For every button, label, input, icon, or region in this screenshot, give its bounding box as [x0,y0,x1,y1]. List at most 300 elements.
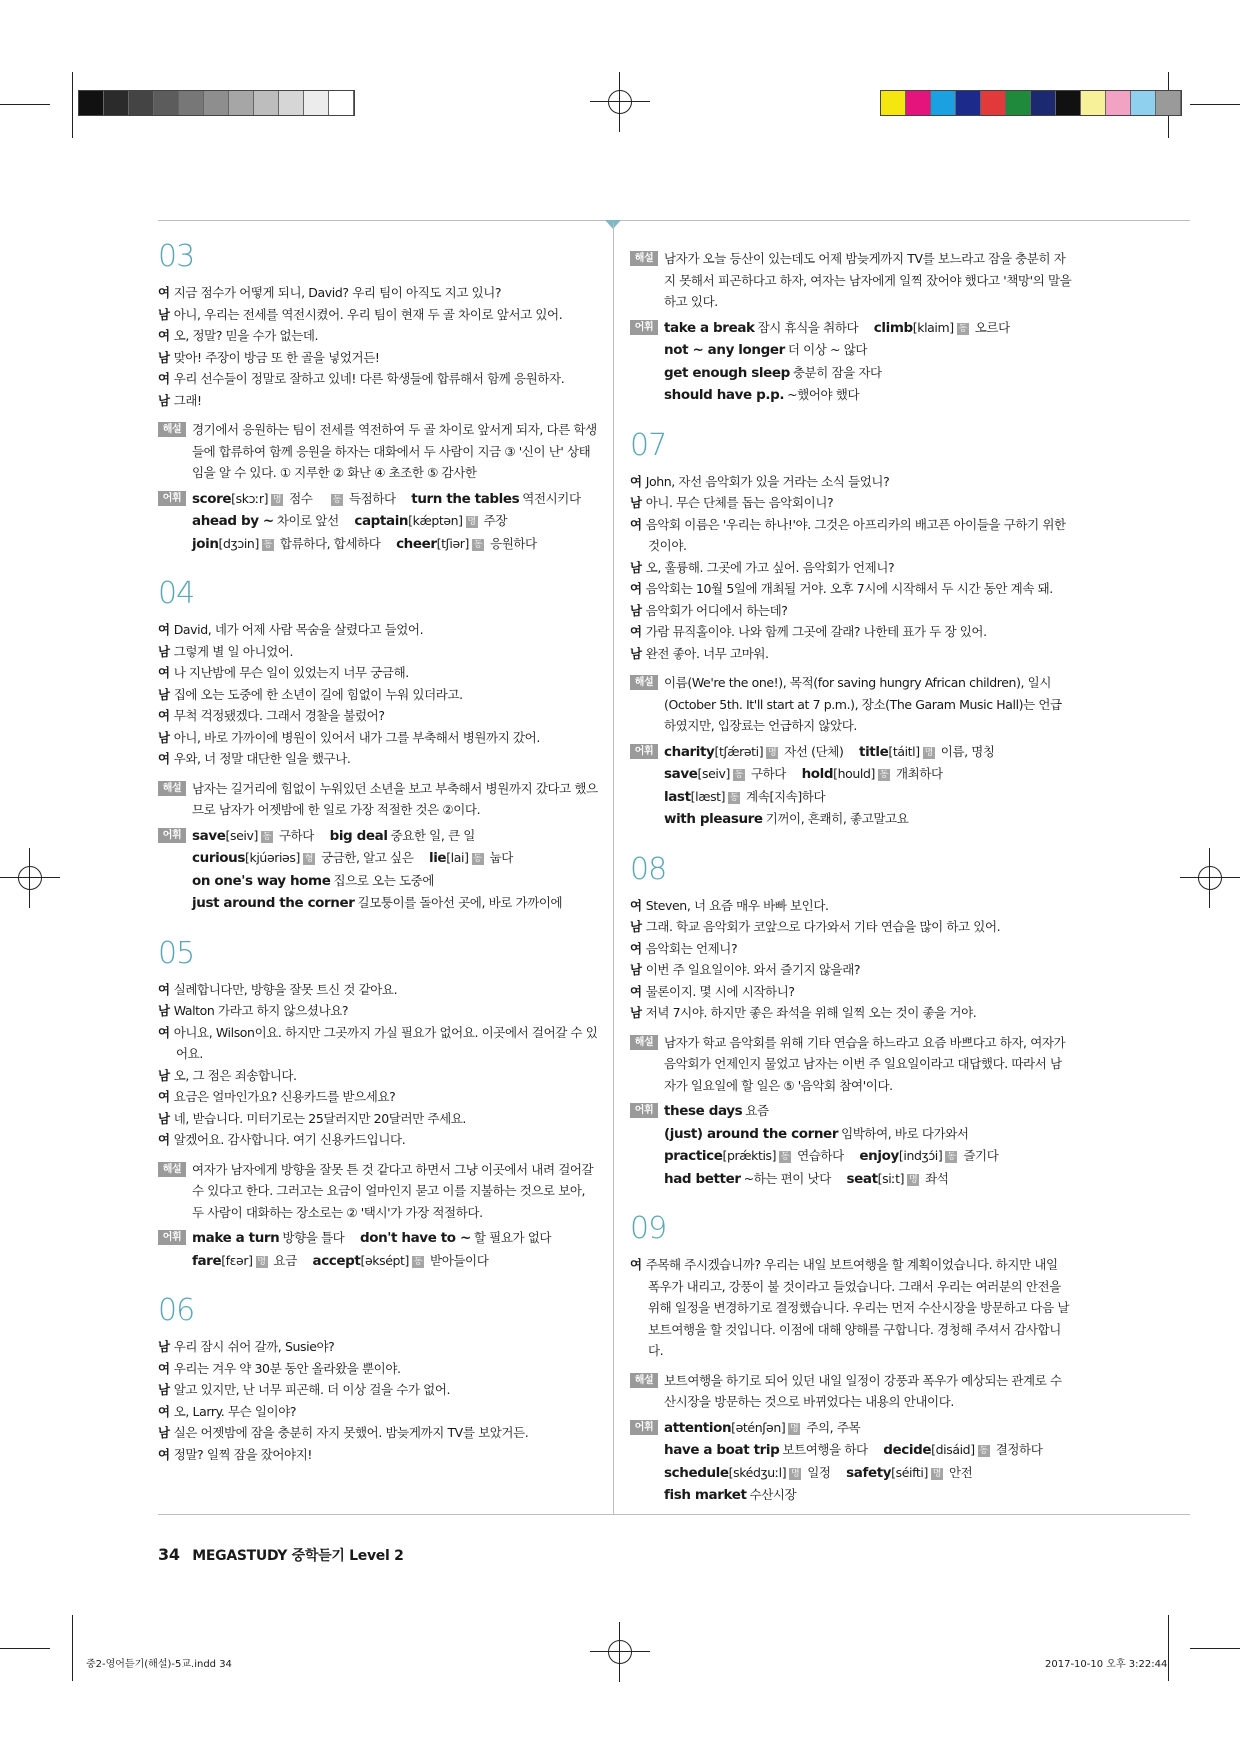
left-column [158,240,600,1487]
dialogue-line [158,282,600,304]
gray-color-bar [78,90,355,116]
speaker-label: 여 [158,751,170,766]
vocab-meaning: 방향을 틀다 [282,1230,345,1245]
dialogue-text: 정말? 일찍 잠을 잤어야지! [173,1446,313,1462]
vocabulary-label: 어휘 [158,491,186,506]
dialogue-text: 우와, 너 정말 대단한 일을 했구나. [173,751,351,766]
speaker-label: 여 [630,624,642,639]
dialogue-text: 알고 있지만, 난 너무 피곤해. 더 이상 걸을 수가 없어. [173,1382,451,1397]
vocab-meaning: 역전시키다 [522,490,581,506]
dialogue-text: 지금 점수가 어떻게 되니, David? 우리 팀이 아직도 지고 있니? [173,285,502,300]
vocab-word: just around the corner [192,895,355,911]
vocab-word: on one's way home [192,872,331,889]
part-of-speech-badge: 명 [272,494,282,505]
vocabulary-block [158,1227,600,1272]
part-of-speech-badge: 명 [791,1468,800,1479]
explanation-block [158,1159,600,1224]
vocab-phonetic: [əténʃən] [731,1419,786,1435]
speaker-label: 남 [630,645,642,661]
dialogue-line [158,1108,600,1130]
vocab-item [664,763,786,786]
explanation-text: 남자가 학교 음악회를 위해 기타 연습을 하느라고 요즘 바쁘다고 하자, 여자가 음악회가 언제인지 물었고 남자는 이번 주 일요일이라고 대답했다. 따라서 남자가 일요일에 할 일은 ⑤ '음악회 참여'이다. [664,1034,1066,1093]
dialogue-text: 저녁 7시야. 하지만 좋은 좌석을 위해 일찍 오는 것이 좋을 거야. [645,1005,977,1020]
dialogue-line [158,1444,600,1466]
vocab-item [664,808,908,831]
registration-mark-right [1180,848,1240,908]
vocab-item [664,1484,796,1507]
speaker-label: 여 [158,665,170,680]
speaker-label: 남 [158,1003,170,1018]
explanation-text: 경기에서 응원하는 팀이 전세를 역전하여 두 골 차이로 앞서게 되자, 다른 학생들에 합류하여 함께 응원을 하자는 대화에서 두 사람이 지금 ③ '신이 난' 상태임을 알 수 있다. ① 지루한 ② 화난 ④ 초조한 ⑤ 감사한 [192,422,597,480]
vocab-item [859,1145,998,1168]
vocabulary-label: 어휘 [630,1420,658,1435]
explanation-text: 이름(We're the one!), 목적(for saving hungry African children), 일시(October 5th. It'll start at 7 p.m.), 장소(The Garam Music Hall)는 언급하였지만, 입장료는 언급하지 않았다. [664,675,1062,733]
dialogue-text: David, 네가 어제 사람 목숨을 살렸다고 들었어. [173,622,424,637]
question-number: 07 [630,427,667,463]
vocab-phonetic: [disáid] [931,1442,975,1457]
vocab-meaning: 보트여행을 하다 [782,1442,868,1457]
vocab-meaning: 이름, 명칭 [940,743,995,759]
question-number: 09 [630,1211,667,1246]
part-of-speech-badge: 동 [473,854,482,864]
vocab-phonetic: [táitl] [888,743,920,759]
dialogue-text: 그래! [173,392,202,408]
vocab-meaning: 구하다 [750,766,786,781]
dialogue-line [158,368,600,390]
vocab-word: these days [664,1103,743,1119]
dialogue-text: 물론이지. 몇 시에 시작하니? [645,983,795,999]
dialogue-line [630,492,1072,514]
vocab-item [664,786,825,809]
color-swatch [1056,91,1081,115]
question-section [158,1294,600,1465]
vocab-phonetic: [læst] [690,788,726,804]
explanation-block [630,1370,1072,1413]
slug-date: 2017-10-10 오후 3:22:44 [1045,1659,1168,1670]
color-swatch [1156,91,1181,115]
part-of-speech-badge: 동 [879,770,889,780]
vocab-meaning: 임박하여, 바로 다가와서 [841,1125,969,1141]
vocab-item [192,510,339,533]
part-of-speech-badge: 명 [257,1256,266,1267]
dialogue-text: 오, Larry. 무슨 일이야? [173,1403,297,1419]
speaker-label: 남 [630,1005,642,1020]
vocab-word: save [192,827,226,844]
dialogue-line [158,684,600,706]
speaker-label: 여 [158,708,170,723]
speaker-label: 여 [630,516,642,532]
book-title: MEGASTUDY 중학듣기 Level 2 [192,1548,404,1564]
dialogue-text: 음악회 이름은 '우리는 하나!'야. 그것은 아프리카의 배고픈 아이들을 구하기 위한 것이야. [645,516,1066,553]
color-swatch [229,91,254,115]
vocab-phonetic: [hould] [833,766,875,781]
dialogue-line [158,347,600,369]
vocab-meaning: 집으로 오는 도중에 [333,872,435,888]
dialogue-line [158,705,600,727]
dialogue-text: John, 자선 음악회가 있을 거라는 소식 들었니? [645,473,890,489]
vocab-item [802,763,943,786]
part-of-speech-badge: 동 [473,539,483,550]
dialogue-text: 오, 정말? 믿을 수가 없는데. [173,328,319,343]
speaker-label: 남 [158,1067,170,1083]
color-swatch [254,91,279,115]
dialogue-text: 알겠어요. 감사합니다. 여기 신용카드입니다. [173,1132,406,1147]
vocab-meaning: 결정하다 [995,1442,1043,1457]
dialogue-text: 오, 그 점은 죄송합니다. [173,1067,297,1083]
vocab-meaning: 좌석 [925,1170,949,1186]
vocab-word: seat [846,1170,878,1187]
vocab-item [664,1168,831,1191]
dialogue-line [158,325,600,347]
speaker-label: 남 [158,1110,170,1126]
question-number: 08 [630,851,667,887]
vocab-meaning: 일정 [807,1464,831,1480]
vocab-phonetic: [klaim] [912,319,954,335]
part-of-speech-badge: 동 [413,1256,423,1267]
vocab-item [396,533,537,556]
color-swatch [881,91,906,115]
dialogue-text: 집에 오는 도중에 한 소년이 길에 힘없이 누워 있더라고. [173,686,463,702]
question-section [158,577,600,915]
color-swatch [1081,91,1106,115]
vocab-word: captain [354,513,409,529]
registration-mark-left [0,848,60,908]
speaker-label: 여 [630,581,642,596]
explanation-block [630,672,1072,737]
vocab-word: charity [664,743,715,760]
vocab-item [192,488,312,511]
dialogue-line [630,578,1072,600]
registration-mark-bottom [590,1622,650,1682]
vocab-word: schedule [664,1464,729,1481]
vocab-item [192,1250,297,1273]
dialogue-text: 음악회는 언제니? [645,940,738,956]
dialogue-line [630,514,1072,557]
dialogue-text: 아니, 바로 가까이에 병원이 있어서 내가 그를 부축해서 병원까지 갔어. [173,729,540,745]
vocab-word: curious [192,850,246,866]
vocab-item [664,1145,844,1168]
part-of-speech-badge: 명 [908,1174,918,1185]
dialogue-line [158,1336,600,1358]
vocab-meaning: 할 필요가 없다 [473,1230,552,1245]
dialogue-text: 주목해 주시겠습니까? 우리는 내일 보트여행을 할 계획이었습니다. 하지만 내일 폭우가 내리고, 강풍이 불 것이라고 들었습니다. 그래서 우리는 여러분의 안전을 위해 일정을 변경하기로 결정했습니다. 우리는 먼저 수산시장을 방문하고 다음 날 보트여행을 할 것입니다. 이점에 대해 양해를 구합니다. 경청해 주셔서 감사합니다. [645,1257,1070,1358]
vocab-word: fare [192,1252,222,1269]
dialogue-text: 맞아! 주장이 방금 또 한 골을 넣었거든! [173,349,380,365]
question-section [630,1212,1072,1507]
vocab-meaning: 주장 [483,513,508,528]
vocab-meaning: 계속[지속]하다 [746,788,826,804]
process-color-bar [880,90,1182,116]
vocab-phonetic: [skɔːr] [231,490,269,506]
vocab-item [664,362,882,385]
vocab-word: safety [846,1464,892,1481]
speaker-label: 남 [158,306,170,322]
vocab-item [312,1250,488,1273]
dialogue-text: 실례합니다만, 방향을 잘못 트신 것 같아요. [173,981,398,997]
dialogue-text: 우리 선수들이 정말로 잘하고 있네! 다른 학생들에 합류해서 함께 응원하자. [173,371,565,386]
question-section [158,240,600,555]
vocab-meaning: 자선 (단체) [784,743,844,759]
dialogue-text: 우리는 겨우 약 30분 동안 올라왔을 뿐이야. [173,1360,401,1376]
vocab-meaning: 안전 [948,1464,973,1480]
dialogue-line [158,619,600,641]
vocab-item [192,825,314,848]
vocabulary-label: 어휘 [630,320,658,335]
dialogue-line [630,471,1072,493]
dialogue-line [158,1129,600,1151]
dialogue-text: 이번 주 일요일이야. 와서 즐기지 않을래? [645,962,861,977]
speaker-label: 여 [158,1132,170,1147]
part-of-speech-badge: 명 [932,1468,942,1479]
explanation-block [630,248,1072,313]
color-swatch [931,91,956,115]
vocab-word: take a break [664,319,755,336]
vocab-word: with pleasure [664,811,763,827]
vocab-meaning: 잠시 휴식을 취하다 [757,319,859,335]
speaker-label: 남 [158,349,170,365]
vocab-item [883,1439,1042,1462]
color-swatch [1106,91,1131,115]
question-number: 03 [158,239,195,274]
vocab-meaning: 길모퉁이를 돌아선 곳에, 바로 가까이에 [357,895,563,910]
vocabulary-block [630,1100,1072,1190]
vocab-word: title [859,743,889,760]
speaker-label: 남 [158,686,170,702]
vocab-item [192,533,380,556]
color-swatch [329,91,354,115]
dialogue-text: 네, 받습니다. 미터기로는 25달러지만 20달러만 주세요. [173,1110,466,1126]
speaker-label: 남 [158,392,170,408]
speaker-label: 남 [630,495,642,510]
dialogue-text: 우리 잠시 쉬어 갈까, Susie야? [173,1339,335,1354]
vocab-phonetic: [indʒɔ́i] [898,1148,943,1163]
part-of-speech-badge: 동 [947,1152,956,1162]
dialogue-line [158,662,600,684]
dialogue-line [158,1022,600,1065]
speaker-label: 여 [158,285,170,300]
speaker-label: 여 [158,1024,170,1040]
part-of-speech-badge: 명 [924,747,933,758]
vocab-phonetic: [fɛər] [221,1252,253,1268]
part-of-speech-badge: 동 [262,831,272,842]
dialogue-line [630,959,1072,981]
vocab-item [192,892,562,915]
question-number: 05 [158,935,195,971]
speaker-label: 여 [630,897,642,913]
speaker-label: 여 [158,371,170,386]
dialogue-line [158,1422,600,1444]
dialogue-line [630,643,1072,665]
dialogue-text: 아니, 우리는 전세를 역전시켰어. 우리 팀이 현재 두 골 차이로 앞서고 있어. [173,306,563,322]
dialogue-line [630,895,1072,917]
explanation-label: 해설 [158,422,186,437]
vocab-item [664,384,859,407]
vocabulary-block [158,825,600,915]
dialogue-line [630,916,1072,938]
part-of-speech-badge: 명 [790,1423,799,1434]
vocab-word: accept [312,1252,361,1269]
color-swatch [304,91,329,115]
vocab-word: fish market [664,1487,747,1503]
vocab-word: don't have to ~ [359,1230,471,1246]
vocab-item [192,1227,344,1250]
dialogue-line [158,748,600,770]
vocab-meaning: 득점하다 [349,490,396,506]
dialogue-text: 오, 훌륭해. 그곳에 가고 싶어. 음악회가 언제니? [645,559,895,575]
vocab-word: lie [428,850,447,866]
vocab-item [664,1123,969,1146]
dialogue-line [158,641,600,663]
speaker-label: 여 [630,473,642,489]
vocab-meaning: 요즘 [745,1103,769,1118]
vocab-item [192,870,434,893]
explanation-label: 해설 [158,1162,186,1177]
vocabulary-label: 어휘 [630,1103,658,1118]
vocab-meaning: 오르다 [974,319,1010,335]
color-swatch [79,91,104,115]
explanation-text: 보트여행을 하기로 되어 있던 내일 일정이 강풍과 폭우가 예상되는 관계로 수산시장을 방문하는 것으로 바뀌었다는 내용의 안내이다. [664,1372,1062,1409]
part-of-speech-badge: 동 [734,770,744,780]
vocabulary-block [630,1417,1072,1507]
explanation-text: 남자가 오늘 등산이 있는데도 어제 밤늦게까지 TV를 보느라고 잠을 충분히 자지 못해서 피곤하다고 하자, 여자는 남자에게 일찍 잤어야 했다고 '책망'의 말을 하고 있다. [664,251,1072,309]
dialogue-text: 그래. 학교 음악회가 코앞으로 다가와서 기타 연습을 많이 하고 있어. [645,919,1001,934]
dialogue-text: 음악회는 10월 5일에 개최될 거야. 오후 7시에 시작해서 두 시간 동안 계속 돼. [645,581,1053,596]
color-swatch [956,91,981,115]
vocab-item [354,510,507,533]
vocab-phonetic: [seiv] [697,766,730,781]
dialogue-text: 무척 걱정됐겠다. 그래서 경찰을 불렀어? [173,708,385,723]
right-column [630,240,1072,1529]
explanation-label: 해설 [630,251,658,266]
vocabulary-label: 어휘 [630,744,658,759]
vocab-item [859,741,995,764]
vocab-phonetic: [kǽptən] [408,513,463,528]
vocab-item [429,847,513,870]
part-of-speech-badge: 동 [780,1152,790,1162]
vocab-meaning: 차이로 앞선 [276,513,339,528]
vocab-phonetic: [tʃiər] [436,535,470,551]
vocab-item [846,1168,948,1191]
vocab-meaning: 충분히 잠을 자다 [792,364,882,380]
part-of-speech-badge: 동 [979,1446,988,1456]
color-swatch [204,91,229,115]
explanation-label: 해설 [158,781,186,796]
vocab-meaning: 기꺼이, 흔쾌히, 좋고말고요 [765,811,909,826]
dialogue-text: 실은 어젯밤에 잠을 충분히 자지 못했어. 밤늦게까지 TV를 보았거든. [173,1425,529,1440]
vocabulary-label: 어휘 [158,828,186,843]
speaker-label: 남 [630,602,642,618]
vocab-phonetic: [kjúəriəs] [245,850,300,865]
dialogue-line [158,1401,600,1423]
vocab-item [664,741,843,764]
explanation-text: 남자는 길거리에 힘없이 누워있던 소년을 보고 부축해서 병원까지 갔다고 했으므로 남자가 어젯밤에 한 일로 가장 적절한 것은 ②이다. [192,780,598,817]
vocab-item [192,847,413,870]
vocab-item [360,1227,551,1250]
vocab-item [328,488,396,510]
dialogue-text: Walton 가라고 하지 않으셨나요? [173,1003,349,1018]
color-swatch [1031,91,1056,115]
dialogue-text: 완전 좋아. 너무 고마워. [645,645,769,661]
vocab-meaning: ~하는 편이 낫다 [743,1170,831,1186]
dialogue-text: Steven, 너 요즘 매우 바빠 보인다. [645,897,829,913]
vocab-word: save [664,766,698,782]
vocab-word: hold [801,766,834,782]
vocab-word: climb [873,319,913,336]
dialogue-line [630,557,1072,579]
dialogue-text: 나 지난밤에 무슨 일이 있었는지 너무 궁금해. [173,665,409,680]
vocab-word: last [664,788,691,805]
explanation-block [158,778,600,821]
vocab-meaning: 더 이상 ~ 않다 [787,342,868,357]
vocab-word: had better [664,1170,741,1187]
vocab-item [664,1100,769,1123]
dialogue-line [630,1254,1072,1362]
dialogue-line [630,938,1072,960]
vocab-item [846,1462,972,1485]
vocab-word: decide [883,1442,932,1458]
explanation-label: 해설 [630,675,658,690]
slug-file: 중2-영어듣기(해설)-5교.indd 34 [86,1659,232,1670]
vocab-word: enjoy [859,1148,899,1164]
question-number: 04 [158,576,195,611]
page-number: 34 [158,1545,180,1564]
vocab-word: (just) around the corner [664,1125,839,1142]
dialogue-line [158,390,600,412]
part-of-speech-badge: 명 [768,747,777,758]
speaker-label: 남 [158,729,170,745]
vocab-phonetic: [tʃǽrəti] [714,743,764,759]
explanation-block [158,419,600,484]
speaker-label: 남 [630,559,642,575]
vocab-phonetic: [əksépt] [360,1252,410,1268]
color-swatch [906,91,931,115]
explanation-block [630,1032,1072,1097]
speaker-label: 남 [158,643,170,659]
dialogue-line [158,1379,600,1401]
vocab-word: practice [664,1148,723,1164]
vocab-phonetic: [séifti] [891,1464,928,1480]
vocab-meaning: 구하다 [278,827,314,843]
vocab-word: score [192,490,232,507]
speaker-label: 여 [158,1446,170,1462]
vocab-word: turn the tables [411,490,520,507]
dialogue-line [630,1002,1072,1024]
vocab-meaning: 받아들이다 [430,1252,489,1268]
vocab-meaning: 궁금한, 알고 싶은 [320,850,414,865]
vocab-item [411,488,580,511]
color-swatch [279,91,304,115]
question-number: 06 [158,1293,195,1328]
color-swatch [104,91,129,115]
vocab-word: have a boat trip [664,1442,780,1458]
column-divider [613,222,614,1514]
vocab-meaning: 개최하다 [896,766,943,781]
explanation-text: 여자가 남자에게 방향을 잘못 튼 것 같다고 하면서 그냥 이곳에서 내려 걸어갈 수 있다고 한다. 그러고는 요금이 얼마인지 묻고 이를 지불하는 것으로 보아, 두 사람이 대화하는 장소로는 ② '택시'가 가장 적절하다. [192,1161,594,1220]
speaker-label: 남 [158,1425,170,1440]
speaker-label: 여 [158,328,170,343]
speaker-label: 여 [158,1403,170,1419]
vocab-phonetic: [siːt] [877,1170,905,1186]
explanation-label: 해설 [630,1035,658,1050]
vocab-item [664,1439,868,1462]
speaker-label: 여 [158,981,170,997]
question-section [158,937,600,1273]
speaker-label: 여 [158,622,170,637]
vocab-meaning: ~했어야 했다 [787,387,860,402]
vocabulary-label: 어휘 [158,1230,186,1245]
speaker-label: 여 [630,940,642,956]
dialogue-line [630,981,1072,1003]
